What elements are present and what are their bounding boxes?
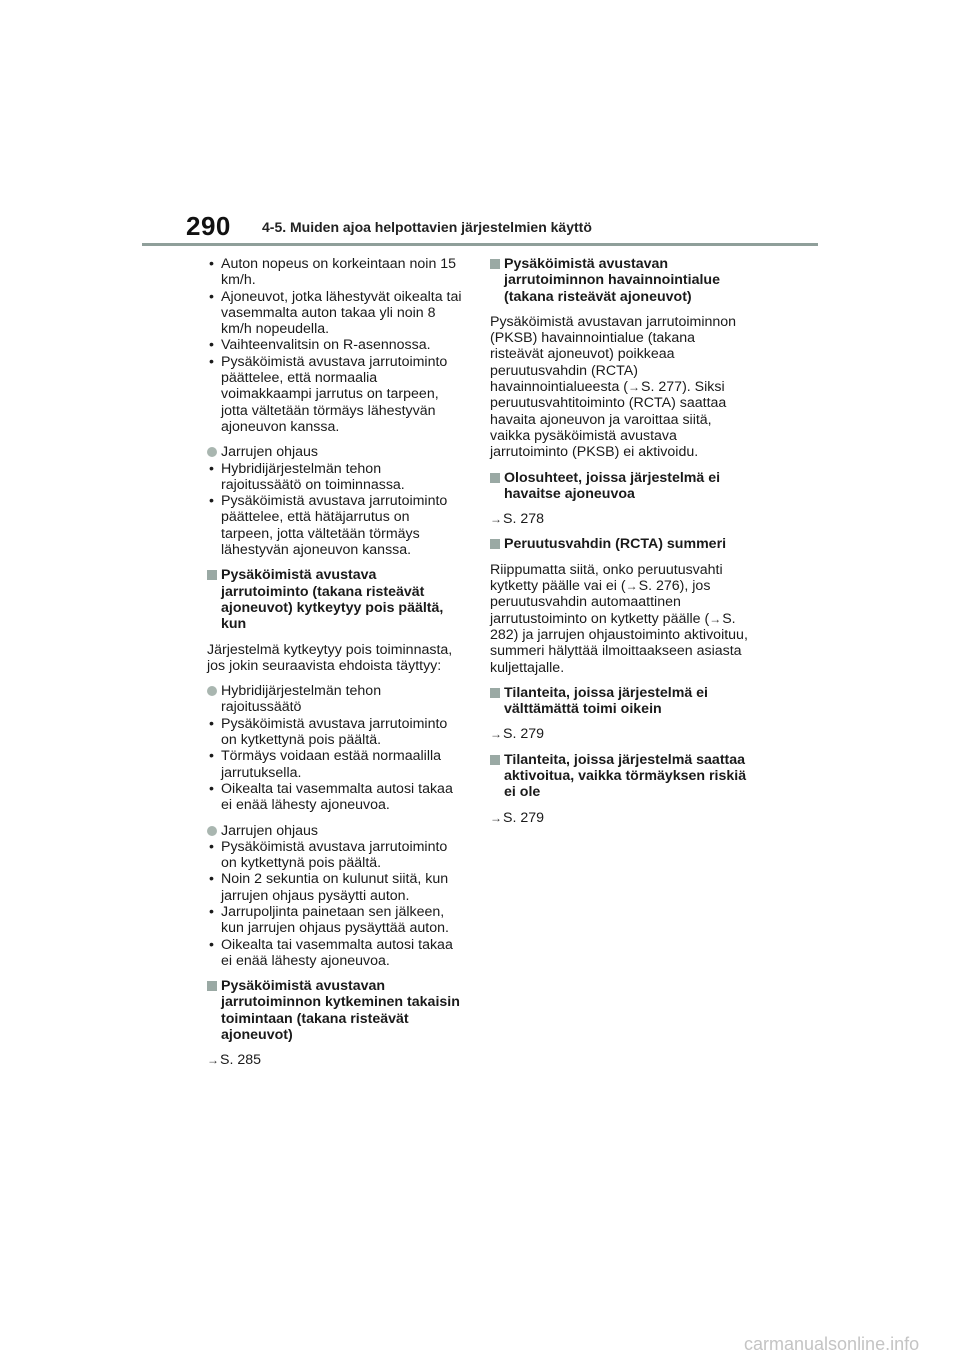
page-reference[interactable]: S. 282: [490, 610, 736, 643]
section-heading: Pysäköimistä avustavan jarrutoiminnon havainnointialue (takana risteävät ajoneuvot): [490, 256, 748, 305]
bullet-list: [207, 716, 465, 814]
section-heading: Pysäköimistä avustavan jarrutoiminnon kytkeminen takaisin toimintaan (takana risteävät ajoneuvot): [207, 978, 465, 1043]
left-column: [207, 256, 465, 1069]
square-bullet-icon: [490, 688, 500, 698]
page-reference[interactable]: → S. 279: [490, 726, 545, 743]
section-heading: Tilanteita, joissa järjestelmä saattaa aktivoitua, vaikka törmäyksen riskiä ei ole: [490, 752, 748, 801]
arrow-right-icon: →: [625, 579, 638, 594]
list-item: • Oikealta tai vasemmalta autosi takaa ei enää lähesty ajoneuvoa.: [207, 937, 465, 970]
circle-bullet-icon: [207, 826, 217, 836]
list-item: • Pysäköimistä avustava jarrutoiminto päättelee, että normaalia voimakkaampi jarrutus on tarpeen, jotta vältetään törmäys lähestyvän ajoneuvon kanssa.: [207, 354, 465, 435]
section-heading: Olosuhteet, joissa järjestelmä ei havaitse ajoneuvoa: [490, 470, 748, 503]
section-heading: Peruutusvahdin (RCTA) summeri: [490, 536, 748, 552]
arrow-right-icon: →: [490, 727, 502, 742]
chapter-title: 4-5. Muiden ajoa helpottavien järjestelmien käyttö: [262, 219, 592, 235]
list-item: • Vaihteenvalitsin on R-asennossa.: [207, 337, 465, 353]
list-item: • Hybridijärjestelmän tehon rajoitussäätö on toiminnassa.: [207, 461, 465, 494]
square-bullet-icon: [490, 473, 500, 483]
bullet-list: [207, 256, 465, 435]
arrow-right-icon: →: [628, 380, 641, 395]
subheading-hybrid-power: Hybridijärjestelmän tehon rajoitussäätö: [207, 683, 465, 716]
arrow-right-icon: →: [490, 810, 502, 825]
circle-bullet-icon: [207, 447, 217, 457]
list-item: • Pysäköimistä avustava jarrutoiminto päättelee, että hätäjarrutus on tarpeen, jotta vältetään törmäys lähestyvän ajoneuvon kanssa.: [207, 493, 465, 558]
section-heading: Pysäköimistä avustava jarrutoiminto (takana risteävät ajoneuvot) kytkeytyy pois päältä, kun: [207, 567, 465, 632]
list-item: • Noin 2 sekuntia on kulunut siitä, kun jarrujen ohjaus pysäytti auton.: [207, 871, 465, 904]
page-header: [0, 0, 960, 250]
page-reference[interactable]: → S. 285: [207, 1052, 262, 1069]
list-item: • Pysäköimistä avustava jarrutoiminto on kytkettynä pois päältä.: [207, 716, 465, 749]
square-bullet-icon: [490, 259, 500, 269]
list-item: • Pysäköimistä avustava jarrutoiminto on kytkettynä pois päältä.: [207, 839, 465, 872]
site-watermark: carmanualsonline.info: [744, 1334, 920, 1354]
bullet-list: [207, 461, 465, 559]
list-item: • Jarrupoljinta painetaan sen jälkeen, kun jarrujen ohjaus pysäyttää auton.: [207, 904, 465, 937]
page-reference[interactable]: → S. 278: [490, 511, 545, 528]
square-bullet-icon: [207, 981, 217, 991]
arrow-right-icon: →: [207, 1053, 219, 1068]
list-item: • Oikealta tai vasemmalta autosi takaa ei enää lähesty ajoneuvoa.: [207, 781, 465, 814]
page-reference[interactable]: → S. 279: [490, 809, 545, 826]
list-item: • Auton nopeus on korkeintaan noin 15 km/h.: [207, 256, 465, 289]
arrow-right-icon: →: [490, 512, 502, 527]
header-rule: [142, 243, 818, 246]
list-item: • Törmäys voidaan estää normaalilla jarrutuksella.: [207, 748, 465, 781]
circle-bullet-icon: [207, 686, 217, 696]
list-item: • Ajoneuvot, jotka lähestyvät oikealta tai vasemmalta auton takaa yli noin 8 km/h nopeudella.: [207, 289, 465, 338]
section-heading: Tilanteita, joissa järjestelmä ei välttämättä toimi oikein: [490, 685, 748, 718]
square-bullet-icon: [490, 755, 500, 765]
paragraph: Pysäköimistä avustavan jarrutoiminnon (PKSB) havainnointialue (takana risteävät ajoneuvot) poikkeaa peruutusvahdin (RCTA) havainnointialueesta (→S. 277). Siksi peruutusvahtitoiminto (RCTA) saattaa havaita ajoneuvon ja varoittaa siitä, vaikka pysäköimistä avustava jarrutoiminto (PKSB) ei aktivoidu.: [490, 313, 737, 461]
bullet-list: [207, 839, 465, 969]
subheading-brake-control: Jarrujen ohjaus: [207, 444, 465, 460]
arrow-right-icon: →: [709, 611, 722, 626]
page-number: 290: [186, 211, 231, 241]
paragraph: Järjestelmä kytkeytyy pois toiminnasta, jos jokin seuraavista ehdoista täyttyy:: [207, 641, 453, 674]
subheading-brake-control: Jarrujen ohjaus: [207, 823, 465, 839]
page-reference[interactable]: S. 276: [638, 578, 680, 595]
page-reference[interactable]: S. 277: [641, 379, 683, 396]
square-bullet-icon: [490, 539, 500, 549]
right-column: [490, 256, 748, 826]
square-bullet-icon: [207, 570, 217, 580]
paragraph: Riippumatta siitä, onko peruutusvahti kytketty päälle vai ei (→S. 276), jos peruutusvahdin automaattinen jarrutustoiminto on kytketty päälle (→S. 282) ja jarrujen ohjaustoiminto aktivoituu, summeri hälyttää ilmoittaakseen asiasta kuljettajalle.: [490, 561, 748, 676]
